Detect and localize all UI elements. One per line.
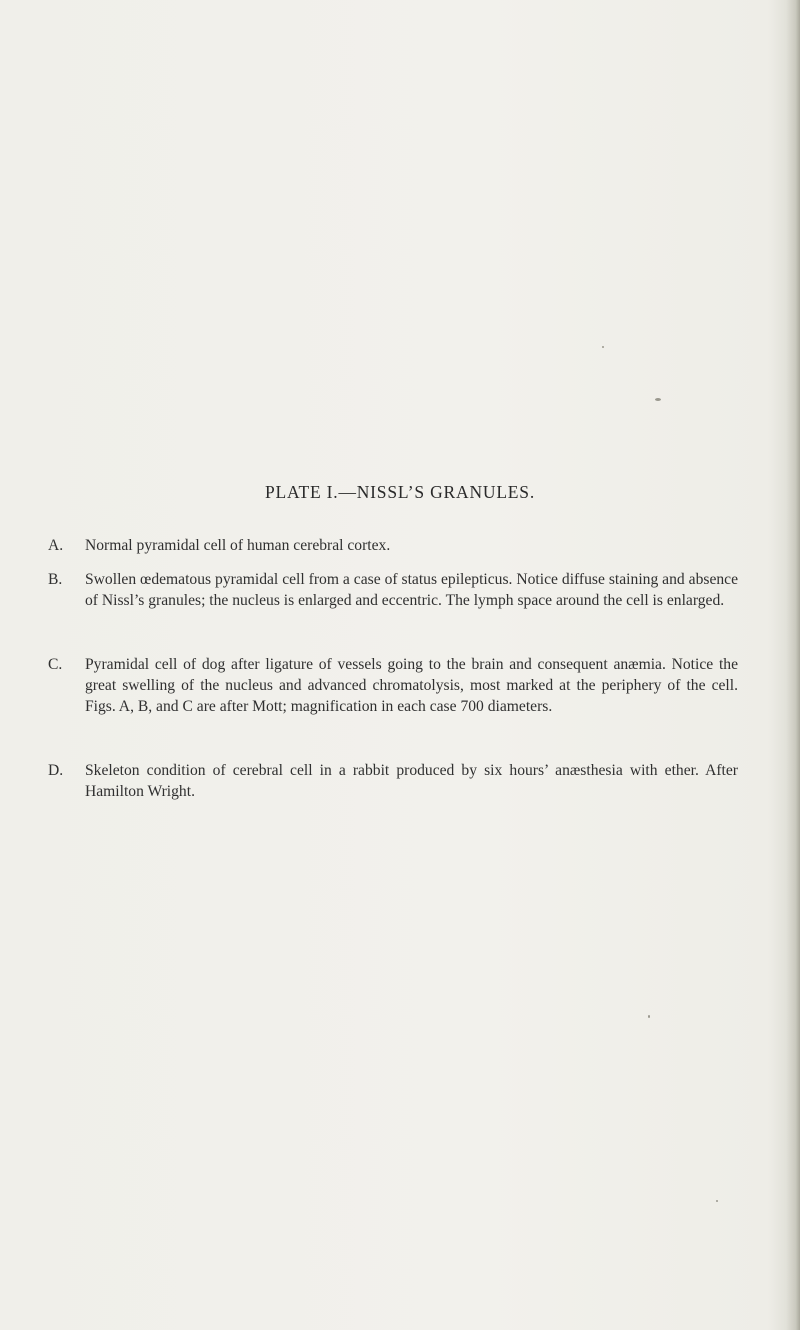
page-edge-shadow xyxy=(786,0,800,1330)
entry-text: Skeleton condition of cerebral cell in a rabbit produced by six hours’ anæsthesia with ether. After Hamilton Wright. xyxy=(85,762,738,800)
paper-speck xyxy=(648,1015,650,1018)
entry-letter: C. xyxy=(48,656,63,673)
plate-title: PLATE I.—NISSL’S GRANULES. xyxy=(264,482,536,502)
entry-letter: D. xyxy=(48,762,64,779)
entry-text: Pyramidal cell of dog after ligature of vessels going to the brain and consequent anæmia. Notice the great swelling of the nucleus and advanced chromatolysis, most marked at the periphery of the cell. Figs. A, B, and C are after Mott; magnification in each case 700 diameters. xyxy=(85,656,738,715)
legend-entry-c xyxy=(48,654,738,717)
entry-letter: B. xyxy=(48,571,63,588)
entry-letter: A. xyxy=(48,537,64,554)
paper-speck xyxy=(602,346,604,348)
legend-entry-a xyxy=(48,535,738,556)
entry-text: Normal pyramidal cell of human cerebral cortex. xyxy=(85,537,391,554)
paper-speck xyxy=(716,1200,718,1202)
paper-speck xyxy=(655,398,661,401)
entry-text: Swollen œdematous pyramidal cell from a case of status epilepticus. Notice diffuse staining and absence of Nissl’s granules; the nucleus is enlarged and eccentric. The lymph space around the cell is enlarged. xyxy=(85,571,738,609)
legend-entry-b xyxy=(48,569,738,611)
legend-entry-d xyxy=(48,760,738,802)
